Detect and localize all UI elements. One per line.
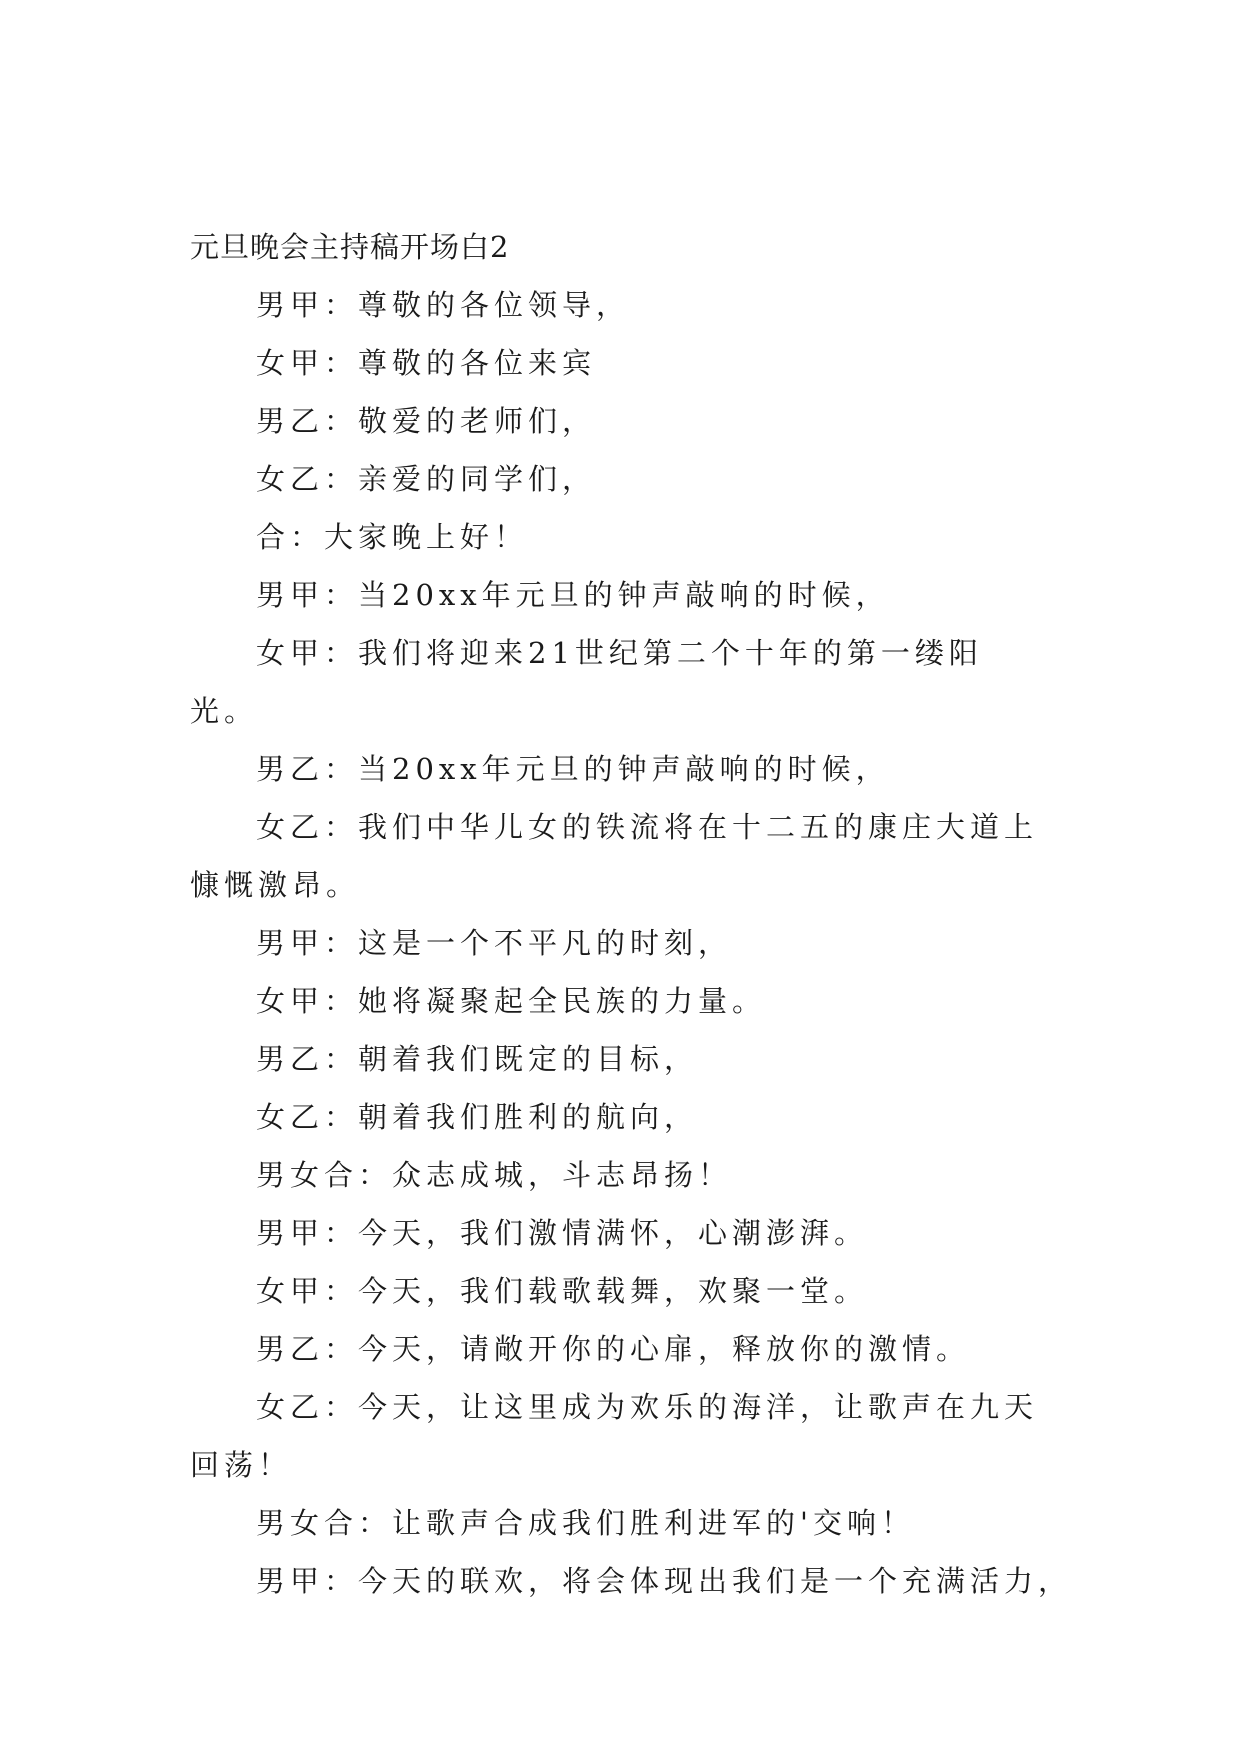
paragraph: 男甲：当20xx年元旦的钟声敲响的时候， [256,578,890,612]
paragraph: 男女合：众志成城，斗志昂扬！ [256,1158,733,1192]
paragraph: 女甲：今天，我们载歌载舞，欢聚一堂。 [256,1274,869,1308]
paragraph: 男乙：当20xx年元旦的钟声敲响的时候， [256,752,890,786]
document-title: 元旦晚会主持稿开场白2 [190,230,510,264]
paragraph: 男甲：这是一个不平凡的时刻， [256,926,733,960]
paragraph: 男女合：让歌声合成我们胜利进军的'交响！ [256,1506,915,1540]
document-body [190,218,1073,1610]
paragraph: 女甲：她将凝聚起全民族的力量。 [256,984,767,1018]
paragraph: 女乙：朝着我们胜利的航向， [256,1100,699,1134]
paragraph: 男乙：朝着我们既定的目标， [256,1042,699,1076]
paragraph: 女甲：我们将迎来21世纪第二个十年的第一缕阳光。 [190,636,983,728]
paragraph: 合：大家晚上好！ [256,520,529,554]
paragraph: 男甲：今天的联欢，将会体现出我们是一个充满活力， [256,1564,1073,1598]
paragraph: 女乙：今天，让这里成为欢乐的海洋，让歌声在九天回荡！ [190,1390,1039,1482]
paragraph: 女乙：我们中华儿女的铁流将在十二五的康庄大道上慷慨激昂。 [190,810,1039,902]
paragraph: 男甲：尊敬的各位领导， [256,288,631,322]
paragraph: 女甲：尊敬的各位来宾 [256,346,597,380]
paragraph: 男甲：今天，我们激情满怀，心潮澎湃。 [256,1216,869,1250]
paragraph: 女乙：亲爱的同学们， [256,462,597,496]
paragraph: 男乙：今天，请敞开你的心扉，释放你的激情。 [256,1332,971,1366]
paragraph: 男乙：敬爱的老师们， [256,404,597,438]
